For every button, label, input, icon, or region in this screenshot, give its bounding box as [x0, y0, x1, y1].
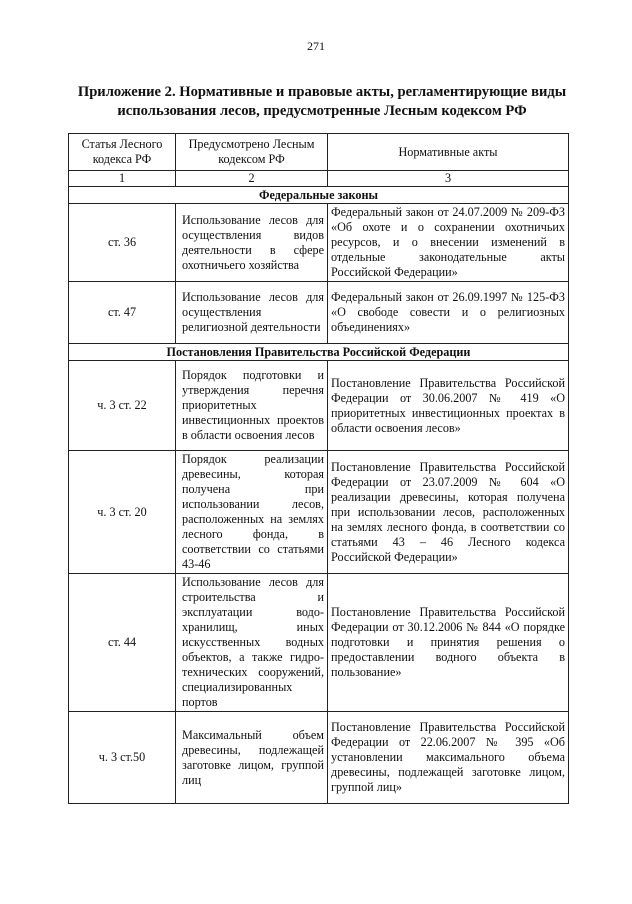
use-cell: Использование лесов для строительства и эксплуатации водо-хранилищ, иных искусственных водных объектов, а также гидро-технических сооружений, специализированных портов — [176, 574, 328, 712]
regulations-table — [68, 133, 569, 804]
article-cell: ст. 47 — [69, 282, 176, 344]
act-cell: Постановление Правительства Российской Федерации от 30.06.2007 № 419 «О приоритетных инвестиционных проектах в области освоения лесов» — [328, 361, 569, 451]
article-cell: ч. 3 ст. 20 — [69, 451, 176, 574]
table-row — [69, 361, 569, 451]
header-acts: Нормативные акты — [328, 134, 569, 171]
article-cell: ч. 3 ст.50 — [69, 712, 176, 804]
table-header-row — [69, 134, 569, 171]
column-number: 1 — [69, 171, 176, 187]
table-row — [69, 712, 569, 804]
table-row — [69, 282, 569, 344]
table-row — [69, 574, 569, 712]
use-cell: Использование лесов для осуществления видов деятельности в сфере охотничьего хозяйства — [176, 204, 328, 282]
article-cell: ст. 44 — [69, 574, 176, 712]
column-number: 3 — [328, 171, 569, 187]
use-cell: Порядок подготовки и утверждения перечня приоритетных инвестиционных проектов в области освоения лесов — [176, 361, 328, 451]
act-cell: Постановление Правительства Российской Федерации от 22.06.2007 № 395 «Об установлении максимального объема древесины, подлежащей заготовке лицом, группой лиц» — [328, 712, 569, 804]
use-cell: Использование лесов для осуществления религиозной деятельности — [176, 282, 328, 344]
page-number: 271 — [307, 39, 325, 53]
act-cell: Постановление Правительства Российской Федерации от 30.12.2006 № 844 «О порядке подготовки и принятия решения о предоставлении водного объекта в пользование» — [328, 574, 569, 712]
use-cell: Максимальный объем древесины, подлежащей заготовке лицом, группой лиц — [176, 712, 328, 804]
header-use: Предусмотрено Лесным кодексом РФ — [176, 134, 328, 171]
page-title: Приложение 2. Нормативные и правовые акты, регламентирующие виды использования лесов, предусмотренные Лесным кодексом РФ — [77, 84, 567, 119]
table-row — [69, 451, 569, 574]
header-article: Статья Лесного кодекса РФ — [69, 134, 176, 171]
article-cell: ч. 3 ст. 22 — [69, 361, 176, 451]
section-title: Федеральные законы — [69, 187, 569, 204]
section-row — [69, 187, 569, 204]
table-row — [69, 204, 569, 282]
use-cell: Порядок реализации древесины, которая получена при использовании лесов, расположенных на землях лесного фонда, в соответствии со статьями 43-46 — [176, 451, 328, 574]
act-cell: Федеральный закон от 24.07.2009 № 209-ФЗ «Об охоте и о сохранении охотничьих ресурсов, и о внесении изменений в отдельные законодательные акты Российской Федерации» — [328, 204, 569, 282]
section-row — [69, 344, 569, 361]
section-title: Постановления Правительства Российской Федерации — [69, 344, 569, 361]
column-numbers-row — [69, 171, 569, 187]
article-cell: ст. 36 — [69, 204, 176, 282]
column-number: 2 — [176, 171, 328, 187]
act-cell: Постановление Правительства Российской Федерации от 23.07.2009 № 604 «О реализации древесины, которая получена при использовании лесов, расположенных на землях лесного фонда, в соответствии со статьями 43 – 46 Лесного кодекса Российской Федерации» — [328, 451, 569, 574]
act-cell: Федеральный закон от 26.09.1997 № 125-ФЗ «О свободе совести и о религиозных объединениях» — [328, 282, 569, 344]
